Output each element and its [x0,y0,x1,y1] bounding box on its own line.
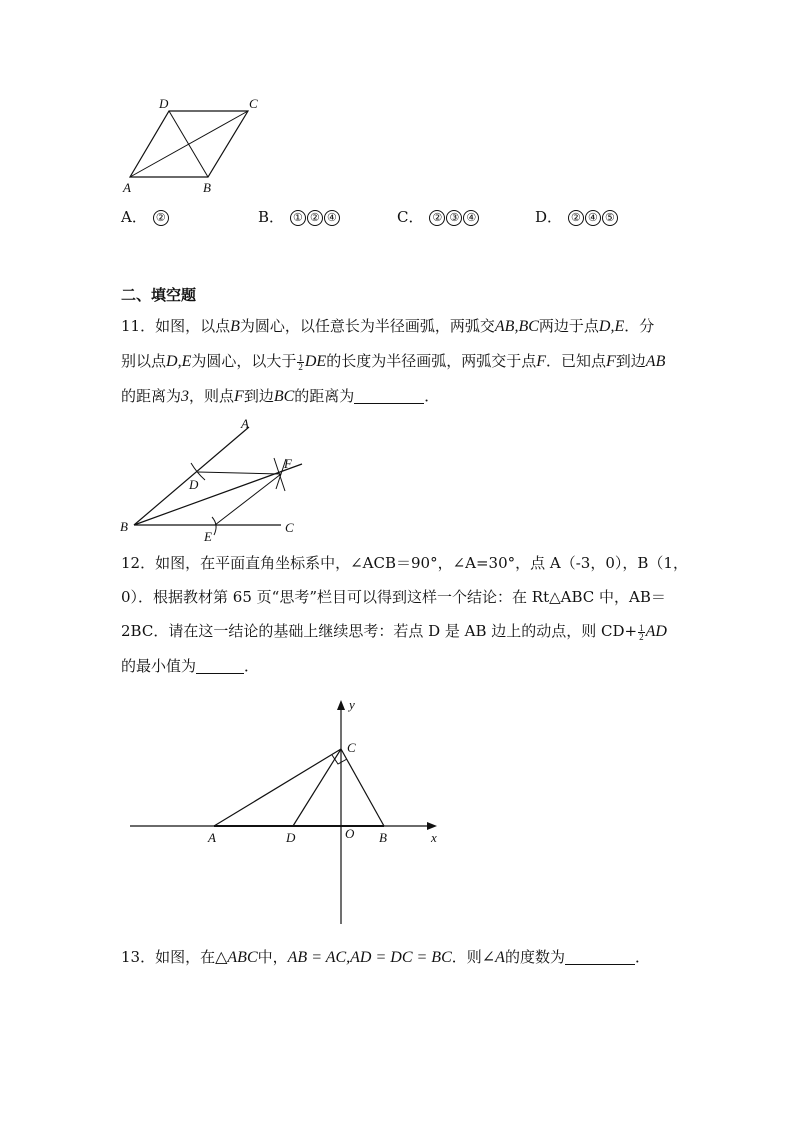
label-b: B [203,180,211,195]
label-b: B [120,519,128,534]
label-y: y [349,697,355,712]
answer-blank-11[interactable] [354,403,424,404]
x-axis-arrow [427,822,437,830]
parallelogram-figure [115,92,275,202]
q11-line-1: 11．如图，以点B为圆心，以任意长为半径画弧，两弧交AB,BC两边于点D,E．分 [121,317,655,335]
option-a[interactable]: A． ② [121,206,169,227]
label-c: C [249,96,258,111]
label-c: C [347,740,356,755]
q12-line-3: 2BC．请在这一结论的基础上继续思考：若点 D 是 AB 边上的动点，则 CD+ $\frac{1}{2}$ AD [121,622,667,642]
arc-at-e [212,517,216,535]
bisector-bf [134,464,302,525]
question-13: 13．如图，在△ABC中，AB = AC,AD = DC = BC．则∠A的度数为 ． [121,948,650,966]
segment-ef [215,474,281,525]
label-d: D [286,830,296,845]
question-11 [121,309,677,414]
segment-cb [341,749,384,826]
option-b[interactable]: B． ① ② ④ [258,206,340,227]
label-a: A [241,416,249,431]
section-title: 二、填空题 [121,286,197,304]
ray-ba [134,427,249,525]
coordinate-figure [125,695,450,930]
label-a: A [208,830,216,845]
q12-line-1: 12．如图，在平面直角坐标系中，∠ACB＝90°，∠A=30°，点 A（-3，0），B（1， [121,554,688,572]
option-d[interactable]: D． ② ④ ⑤ [535,206,618,227]
label-a: A [123,180,131,195]
label-e: E [204,529,212,544]
label-o: O [345,826,355,841]
label-d: D [159,96,169,111]
label-d: D [189,477,199,492]
q12-line-2: 0）．根据教材第 65 页“思考”栏目可以得到这样一个结论：在 Rt△ABC 中，AB＝ [121,588,666,606]
q11-line-3: 的距离为3，则点F到边BC的距离为 ． [121,387,440,405]
option-c[interactable]: C． ② ③ ④ [397,206,479,227]
segment-ac [214,749,341,826]
y-axis-arrow [337,700,345,710]
angle-bisector-figure [115,413,315,545]
q11-line-2: 别以点D,E为圆心，以大于 $\frac{1}{2}$ DE的长度为半径画弧，两弧交于点F．已知点F到边AB [121,352,666,372]
question-12 [121,546,688,683]
segment-dc [293,749,341,826]
fraction-half: $\frac{1}{2}$ [298,352,303,372]
label-f: F [284,456,292,471]
diagonal-bd [169,111,208,177]
fraction-half: $\frac{1}{2}$ [639,622,644,642]
label-c: C [285,520,294,535]
q12-line-4: 的最小值为 ． [121,657,260,675]
answer-blank-13[interactable] [565,964,635,965]
label-x: x [431,830,437,845]
label-b: B [379,830,387,845]
answer-blank-12[interactable] [196,673,244,674]
segment-df [198,472,281,474]
